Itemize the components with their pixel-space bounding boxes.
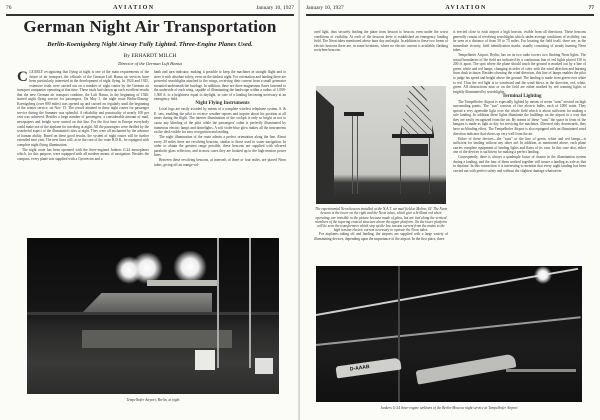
magazine-name: AVIATION: [445, 5, 487, 11]
left-page-header: [6, 5, 294, 11]
photo-caption: Tempelhofer Airport, Berlin, at night: [126, 398, 180, 402]
beacon-mast: [352, 116, 358, 194]
building: [316, 90, 334, 200]
magazine-name: AVIATION: [113, 5, 155, 11]
neon-tower: [400, 86, 434, 134]
photo-caption: Junkers G-24 three-engine airliners of the Berlin-Moscow night service at Tempelhofer Airport: [380, 406, 518, 410]
section-heading: Terminal Lighting: [502, 93, 542, 99]
airplane-wing: [506, 369, 576, 372]
apron: [82, 293, 212, 313]
hangar-roof: [147, 280, 217, 286]
page-number: 76: [6, 5, 12, 11]
plane-registration: D-AAAB: [349, 363, 371, 373]
junkers-airliners-photo: [316, 266, 582, 402]
photo-caption: The experimental Neon beacon installed at the N.A.T. air mail field at Moline, Ill. The Neon beacon is the tower on the right and the Neon tubes, which give a brilliant red when operating, are invisible in the picture because made of glass, but are tied along the vertical members of the tapering conical structure above the upper platform. On the lower platform will be seen the transformers which step up the low tension current from the mains to the high tension electric current necessary to operate the Neon tubes.: [314, 207, 448, 233]
right-page: [300, 0, 600, 420]
left-column-1: [17, 70, 149, 230]
paragraph: is erected close to each airport a high beacon, visible from all directions. These beacons generally consist of revolving searchlights which, under average conditions of visibility, can be seen at a distance of from 50 to 75 miles. For locating the field itself, there are, in the immediate vicinity, field identification marks, usually consisting of steady burning Neon tubes.: [453, 30, 586, 53]
left-column-2: [154, 70, 286, 222]
airplane-2: [416, 353, 517, 384]
lit-block: [195, 350, 215, 370]
airport-night-photo: [27, 238, 279, 394]
right-column-2: [453, 30, 586, 255]
header-rule: [306, 14, 594, 16]
hangar-light-strip: [316, 316, 581, 346]
airplane-1: [335, 358, 401, 379]
paragraph: Local fogs are easily avoided by means of a complete wireless telephone system, S. & E. sets, enabling the pilot to receive weather reports and inquire about his position at all times during the flight. The interior illumination of the cockpit is only so bright as not to cause any blinding of the pilot while the passengers' cabin is perfectly illuminated by numerous electric lamps and domelights. A soft violet-blue glow makes all the instruments on the dash visible for easy recognition and reading.: [154, 107, 286, 135]
paragraph: LEARLY recognizing that flying at night is one of the main requirements of the future of air transport, the officials of the German Luft Hansa air services have been particularly interested in the development of night flying. In 1924 and 1925, extensive trials were carried out on a number of night routes by the German air transport companies operating at that time. These trials had shown up such excellent results that the new German air transport combine, the Luft Hansa, in the beginning of 1926, started night flying service for passengers. On May 1, the night route Berlin-Danzig-Koenigsberg (over 800 miles) was opened up and carried on regularly until the beginning of the winter service, on Nov. 15. The record attained in these night routes for passenger service during the Summer was splendid. A reliability and punctuality of nearly 100 per cent was achieved. Besides a large number of passengers, a considerable amount of mail, newspapers and freight were carried on this line. For the first time in Europe everybody could make use of the airplane for traveling at night. All the passengers were thrilled by the wonderful aspect of the illuminated cities at night. They were all enchanted by the advance of human ability. Based on these good results, the system of night routes will be further extended next year. The new lines will, as in the case of the route B.D.K., be equipped with complete night flying illumination.: [17, 70, 149, 147]
hangar-pillar: [398, 266, 400, 402]
drop-cap: C: [17, 69, 28, 85]
paragraph: ored light, thus securely leading the plane from beacon to beacon, even under the worst conditions of visibility. At each of the beacons there is established an emergency landing field. The Neon tubes mentioned above burn day and night. In addition to these two forms of electric beacons there are, in some locations, where no electric current is available, flashing acetylene beacons.: [314, 30, 448, 53]
article-subtitle: Berlin-Koenigsberg Night Airway Fully Lighted. Three-Engine Planes Used.: [47, 41, 253, 48]
right-page-header: [306, 5, 594, 11]
author-role: Director of the German Luft Hansa: [118, 61, 182, 66]
right-column-1-top: [314, 30, 448, 64]
lit-block: [255, 358, 273, 374]
paragraph: The night illumination of the route admits a perfect orientation along the line. About every 20 miles there are revolving beacons, similar to those used in water navigation. In order to obtain the greatest range possible, these beacons are supplied with silvered parabolic glass reflectors, and in most cases they are hooked up to the high-tension power lines.: [154, 135, 286, 158]
page-number: 77: [588, 5, 594, 11]
paragraph: bank and turn indicator, making it possible to keep the machines in straight flight and to steer it with absolute safety, even on the darkest night. For orientation and landing there are powerful searchlights attached to the wings, receiving their current from a small generator mounted underneath the fuselage. In addition, there are three magnesium flares fastened to the underside of each wing, capable of illuminating the landscape within a radius of 1,000-1,500 ft. to a brightness equal to daylight, in case of a landing becoming necessary at an emergency field.: [154, 70, 286, 102]
paragraph: Either of these devices—the "suns" or the line of green, white and red lamps—is sufficient for landing without any other aid. In addition, as mentioned above, each plane carries complete equipment of landing lights and flares of its own. In this case also, either one of the devices is sufficient for making a perfect landing.: [453, 136, 586, 155]
paragraph: Consequently, there is always a quadruple factor of chance in the illumination system during a landing, and the four of them worked together will insure a landing as safe as that in daytime. In this connection it is interesting to mention that every night landing has been carried out with perfect safety and without the slightest damage whatsoever.: [453, 155, 586, 173]
neon-beacon-photo: [316, 86, 446, 204]
paragraph: Tempelhofer Airport, Berlin, has on its two radio towers two flashing Neon lights. The actual boundaries of the field are indicated by a continuous line of red lights placed 150 to 200 ft. apart. The spot where the plane should touch the ground is marked out by a line of green, white and red lamps, changing in order of color with the wind direction and burning from dusk to dawn. Besides showing the wind direction, this line of lamps enables the pilot to judge his speed and height above the ground. The landing is made from green over white to red. Thus the red light is to windward and the wind blows in the direction, red, white, green. All obstructions near or on the field are either marked by red warning lights or brightly illuminated by searchlights.: [453, 53, 586, 94]
section-heading: Night Flying Instruments: [195, 101, 250, 107]
issue-date: January 10, 1927: [306, 5, 344, 11]
issue-date: January 10, 1927: [256, 5, 294, 11]
floodlight: [173, 250, 207, 284]
paragraph: For airplanes taking off and landing, the airports are supplied with a large variety of illuminating devices, depending upon the importance of the airport. In the first place, there: [314, 232, 448, 241]
right-column-1-bottom: [314, 232, 448, 248]
paragraph: The Tempelhofer Airport is especially lighted by means of seven "suns" erected on high surrounding points. The "sun" consists of five electric bulbs, each of 1000 watts. They spread a very agreeable light over the whole field which is about sufficient for making a safe landing. In addition these lights illuminate the buildings on the airport in a way that they are easily recognized from the air. By means of these "suns" the space in front of the hangars is made as light as day for servicing the machines. Directed only downwards, they have no blinding effect. The Tempelhofer Airport is also equipped with an illuminated wind direction indicator that shows up very well from the air.: [453, 99, 586, 136]
article-title: German Night Air Transportation: [23, 17, 277, 36]
tower-legs: [400, 138, 430, 194]
platform: [82, 330, 232, 348]
author-byline: By ERHARDT MILCH: [123, 53, 177, 59]
tower-structure: [217, 238, 251, 368]
hangar-lamp: [534, 266, 552, 284]
paragraph: The night route has been operated with the three-engined Junkers G.24 monoplanes which, for this purpose, were equipped with all modern means of navigation. Besides the compass, every plane was supplied with a Gyrorector and a: [17, 147, 149, 161]
paragraph: Between these revolving beacons, at intervals of three or four miles, are placed Neon tubes, giving off an orange-col-: [154, 158, 286, 167]
header-rule: [6, 14, 294, 16]
